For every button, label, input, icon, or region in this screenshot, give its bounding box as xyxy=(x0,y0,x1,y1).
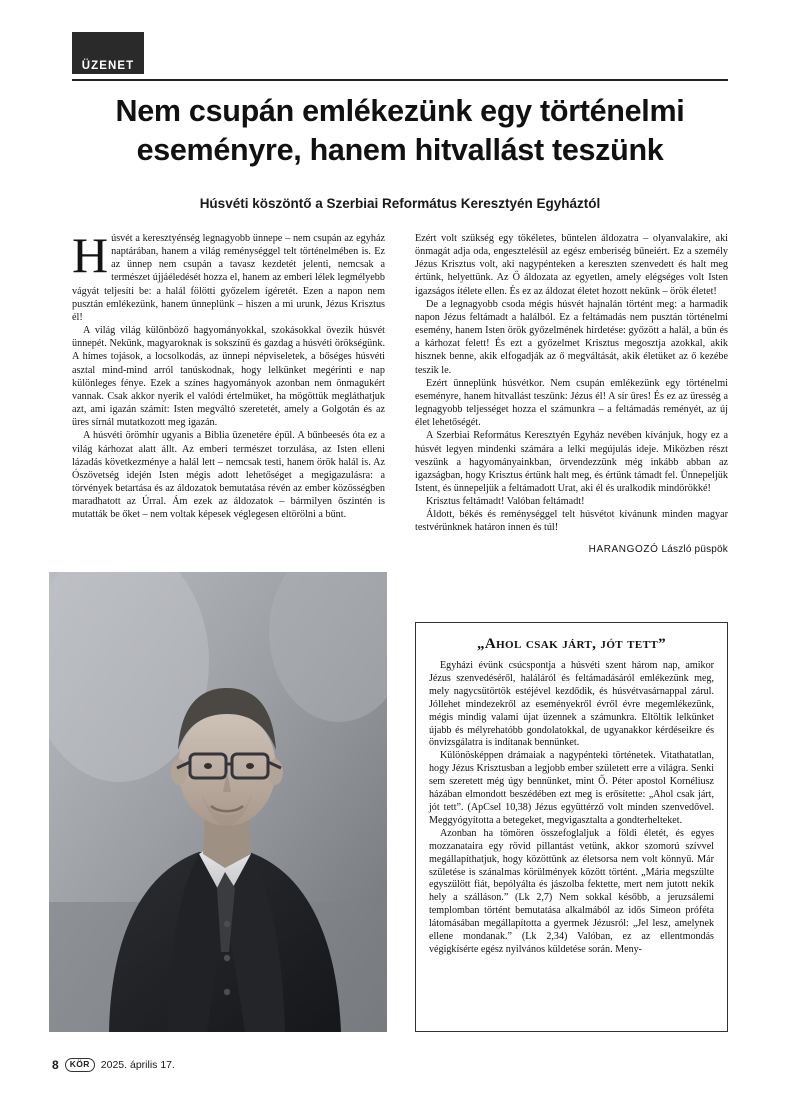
page-title: Nem csupán emlékezünk egy történelmi eseményre, hanem hitvallást teszünk xyxy=(115,94,685,168)
signature-name: HARANGOZÓ xyxy=(588,543,659,555)
page-subtitle: Húsvéti köszöntő a Szerbiai Református Keresztyén Egyháztól xyxy=(199,196,601,211)
sidebar-article-body xyxy=(429,660,714,957)
section-kicker xyxy=(72,32,728,74)
paragraph: Egyházi évünk csúcspontja a húsvéti szent három nap, amikor Jézus szenvedéséről, haláláról és feltámadásáról emlékezünk meg, mely nagycsütörtök estéjével kezdődik, és húsvétvasárnappal zárul. Jóllehet mindezekről az eseményekről évről évre megemlékezünk, mégis mindig valami újat üzennek a számunkra. Eltöltik lelkünket újabb és mélyrehatóbb gondolatokkal, de ugyanakkor kérdéseikre és önvizsgálatra is indítanak bennünket. xyxy=(429,660,714,749)
paragraph: Ezért volt szükség egy tökéletes, bűntelen áldozatra – olyanvalakire, aki önmagát adja oda, engesztelésül az egész emberiség bűneiért. Ez a személy Jézus Krisztus volt, aki nagypénteken a kereszten szenvedett és halt meg értünk, helyettünk. Az Ő áldozata az egyetlen, amely elégséges volt Isten igazságos ítélete ellen. És ez az áldozat életet hozott nekünk – örök életet! xyxy=(415,233,728,297)
paragraph: A Szerbiai Református Keresztyén Egyház nevében kívánjuk, hogy ez a húsvét legyen mindenki számára a lelki megújulás ideje. Miközben részt veszünk a hagyományainkban, örvendezzünk még inkább abban az igazságban, hogy Krisztus értünk halt meg, és értünk támadt fel. Ünnepeljük Istent, és ünnepeljük a feltámadott Urat, aki él és uralkodik mindörökké! xyxy=(415,430,728,494)
sidebar-article-box xyxy=(415,622,728,1032)
drop-cap: H xyxy=(72,227,109,283)
paragraph-text: úsvét a keresztyénség legnagyobb ünnepe – nem csupán az egyház naptárában, hanem a világ reménységgel telt történelmében is. Ez az ünnep nem csupán a tavasz kezdetét jelenti, nemcsak a természet újjáéledését hozza el, hanem az emberi lélek legmélyebb vágyát teljesíti be: a halál fölötti győzelem ígéretét. Ezen a napon nem pusztán emlékezünk, hanem ünneplünk – hiszen a mi urunk, Jézus Krisztus él! xyxy=(72,233,385,323)
header-divider xyxy=(72,79,728,81)
issue-date: 2025. április 17. xyxy=(100,1059,175,1071)
article-signature xyxy=(415,544,728,557)
paragraph: Krisztus feltámadt! Valóban feltámadt! xyxy=(426,496,585,508)
page-number: 8 xyxy=(52,1058,59,1072)
kicker-label: ÜZENET xyxy=(81,60,135,72)
publication-logo: KÖR xyxy=(65,1058,95,1072)
paragraph: Különösképpen drámaiak a nagypénteki történetek. Vitathatatlan, hogy Jézus Krisztusban a legjobb ember született erre a világra. Senki sem szeretett még úgy bennünket, mint Ő. Péter apostol Kornéliusz házában elmondott beszédében ezt meg is erősítette: „Ahol csak járt, jót tett”. (ApCsel 10,38) Jézus együttérző volt minden szenvedővel. Meggyógyította a betegeket, megvigasztalta a gondterhelteket. xyxy=(429,750,714,826)
paragraph: Azonban ha tömören összefoglaljuk a földi életét, és egyes mozzanataira egy rövid pillantást vetünk, akkor szomorú szívvel megállapíthatjuk, hogy közöttünk az életsorsa nem volt könnyű. Már születése is szánalmas körülmények között történt. „Mária megszülte egyszülött fiát, bepólyálta és jászolba fektette, mert nem jutott nekik hely a szálláson.” (Lk 2,7) Nem sokkal később, a jeruzsálemi templomban történt bemutatása alkalmából az idős Simeon próféta látomásában megállapította a gyermek Jézusról: „Jel lesz, amelynek ellene mondanak.” (Lk 2,34) Valóban, ez az ellentmondás végigkísérte egész nyilvános küldetése során. Meny- xyxy=(429,827,714,955)
portrait-photo xyxy=(49,572,387,1032)
sidebar-article-title: „Ahol csak járt, jót tett” xyxy=(476,636,667,652)
body-column-right xyxy=(415,232,728,556)
kicker-block xyxy=(72,32,144,74)
page-footer xyxy=(52,1055,728,1075)
paragraph: De a legnagyobb csoda mégis húsvét hajnalán történt meg: a harmadik napon Jézus feltámadt a halálból. Ez a feltámadás nem pusztán történelmi esemény, hanem Isten örök győzelmének hirdetése: győzött a halál, a bűn és a kárhozat felett! És ezt a győzelmet Krisztus megosztja azokkal, akik hisznek benne, akik elfogadják az ő megváltását, akik életüket az ő kezébe teszik le. xyxy=(415,298,728,376)
signature-role: László püspök xyxy=(661,543,728,555)
paragraph: A világ világ különböző hagyományokkal, szokásokkal övezik húsvét ünnepét. Nekünk, magyaroknak is sokszínű és gazdag a húsvéti örökségünk. A hímes tojások, a locsolkodás, az ünnepi népviseletek, a bőséges húsvéti asztal mind-mind arról tanúskodnak, hogy lelkünket megérinti e nap különleges fénye. Ezek a színes hagyományok azonban nem önmagukért vannak. Csak akkor nyerik el valódi értelmüket, ha mögöttük megláthatjuk azt, ami igazán számít: Isten megváltó szeretetét, amely a Golgotán és az üres sírnál mutatkozott meg igazán. xyxy=(72,325,385,429)
paragraph xyxy=(72,227,385,324)
paragraph: Ezért ünneplünk húsvétkor. Nem csupán emlékezünk egy történelmi eseményre, hanem hitvallást teszünk: Jézus él! A sír üres! És ez az üresség a legnagyobb teljességet hozza el számunkra – a feltámadás reményét, az új élet lehetőségét. xyxy=(415,377,728,429)
paragraph: Áldott, békés és reménységgel telt húsvétot kívánunk minden magyar testvérünknek határon innen és túl! xyxy=(415,509,728,534)
portrait-illustration xyxy=(49,572,387,1032)
body-column-left xyxy=(72,227,385,521)
paragraph: A húsvéti örömhír ugyanis a Biblia üzenetére épül. A bűnbeesés óta ez a világ kárhozat alatt állt. Az emberi természet torzulása, az Isten elleni lázadás következménye a halál lett – nemcsak testi, hanem örök halál is. Az Ószövetség idején Isten mégis adott lehetőséget a megigazulásra: a törvények betartása és az áldozatok bemutatása révén az ember közösségben maradhatott az Úrral. Ám ezek az áldozatok – bármilyen őszintén is mutatták be őket – nem voltak képesek véglegesen eltörölni a bűnt. xyxy=(72,430,385,521)
